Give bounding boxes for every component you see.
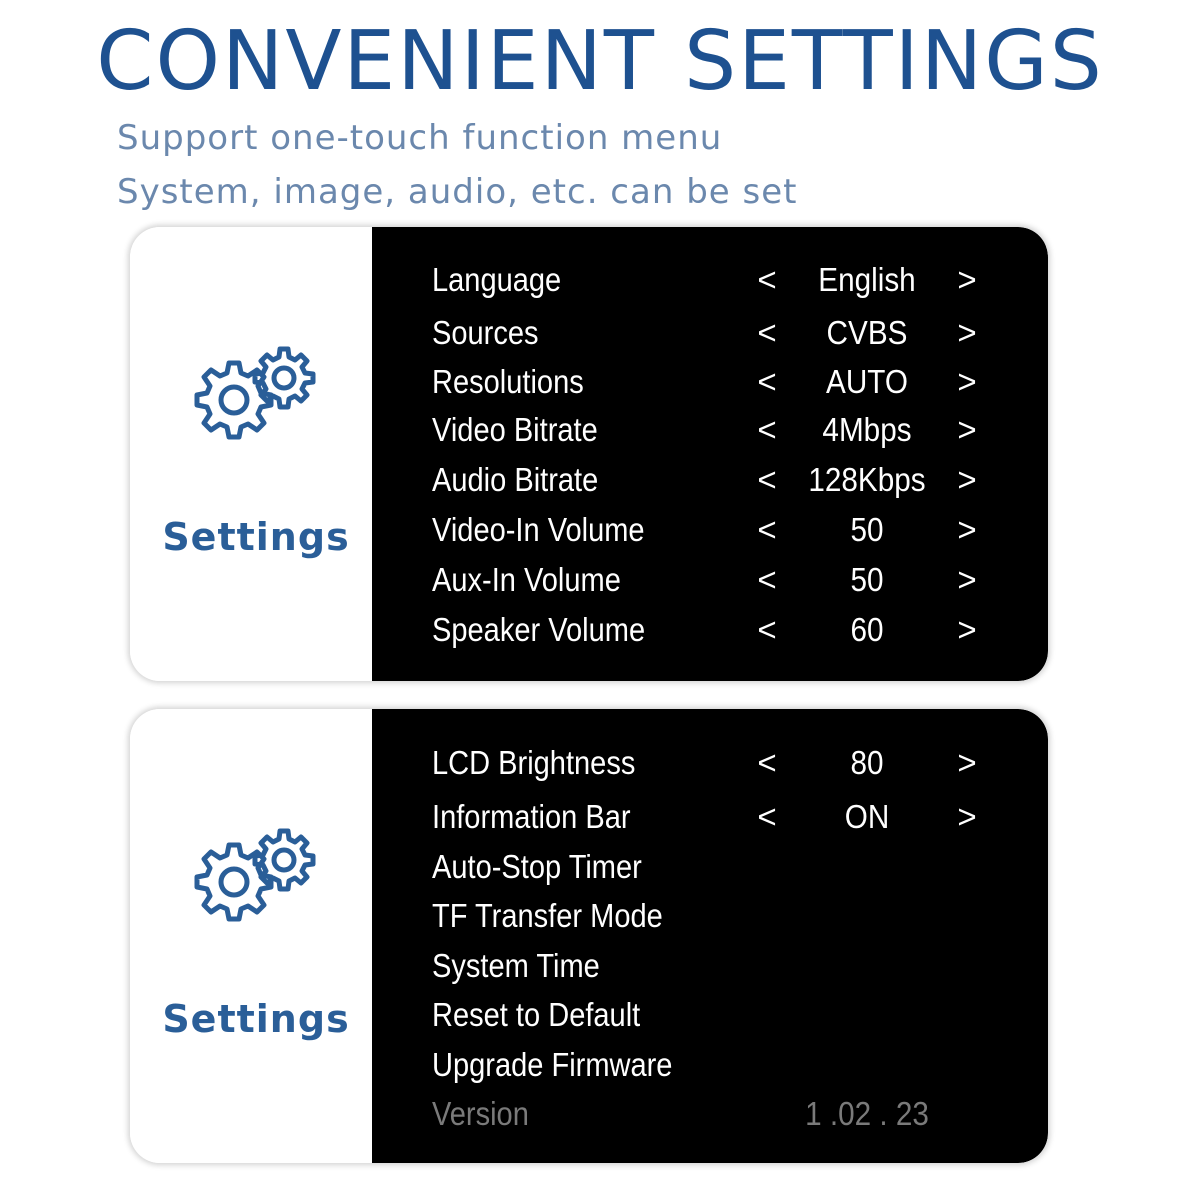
menu-row-system-time[interactable] <box>372 944 1048 988</box>
row-label: Aux-In Volume <box>432 561 621 598</box>
menu-row-aux-in-volume[interactable] <box>372 558 1048 602</box>
row-label: Sources <box>432 314 539 351</box>
prev-arrow-icon[interactable]: < <box>757 744 777 781</box>
row-value: 80 <box>850 744 884 781</box>
row-label: Language <box>432 261 562 298</box>
row-value: 4Mbps <box>822 411 912 448</box>
settings-sidebar <box>130 227 372 681</box>
menu-row-sources[interactable] <box>372 311 1048 355</box>
prev-arrow-icon[interactable]: < <box>757 261 777 298</box>
next-arrow-icon[interactable]: > <box>957 561 977 598</box>
menu-row-upgrade-firmware[interactable] <box>372 1043 1048 1087</box>
menu-row-auto-stop-timer[interactable] <box>372 845 1048 889</box>
settings-panel-1 <box>130 227 1048 681</box>
next-arrow-icon[interactable]: > <box>957 261 977 298</box>
menu-row-version <box>372 1092 1048 1136</box>
menu-row-lcd-brightness[interactable] <box>372 741 1048 785</box>
settings-label: Settings <box>162 515 350 559</box>
row-label: Version <box>432 1095 529 1132</box>
next-arrow-icon[interactable]: > <box>957 411 977 448</box>
row-label: Upgrade Firmware <box>432 1046 673 1083</box>
next-arrow-icon[interactable]: > <box>957 314 977 351</box>
row-label: Resolutions <box>432 363 584 400</box>
prev-arrow-icon[interactable]: < <box>757 511 777 548</box>
subtitle-line-2: System, image, audio, etc. can be set <box>117 172 798 212</box>
menu-row-tf-transfer-mode[interactable] <box>372 894 1048 938</box>
settings-menu-screen <box>372 709 1048 1163</box>
page-title: CONVENIENT SETTINGS <box>96 14 1104 109</box>
prev-arrow-icon[interactable]: < <box>757 363 777 400</box>
menu-row-video-in-volume[interactable] <box>372 508 1048 552</box>
menu-row-video-bitrate[interactable] <box>372 408 1048 452</box>
next-arrow-icon[interactable]: > <box>957 798 977 835</box>
settings-label: Settings <box>162 997 350 1041</box>
row-label: Speaker Volume <box>432 611 646 648</box>
prev-arrow-icon[interactable]: < <box>757 611 777 648</box>
row-label: Reset to Default <box>432 996 641 1033</box>
next-arrow-icon[interactable]: > <box>957 611 977 648</box>
menu-row-language[interactable] <box>372 258 1048 302</box>
prev-arrow-icon[interactable]: < <box>757 411 777 448</box>
settings-panel-2 <box>130 709 1048 1163</box>
prev-arrow-icon[interactable]: < <box>757 798 777 835</box>
settings-sidebar <box>130 709 372 1163</box>
gears-icon <box>182 827 322 947</box>
row-value: 50 <box>850 561 884 598</box>
gears-icon <box>182 345 322 465</box>
menu-row-information-bar[interactable] <box>372 795 1048 839</box>
settings-menu-screen <box>372 227 1048 681</box>
menu-row-reset-to-default[interactable] <box>372 993 1048 1037</box>
prev-arrow-icon[interactable]: < <box>757 461 777 498</box>
row-label: Auto-Stop Timer <box>432 848 642 885</box>
row-label: System Time <box>432 947 600 984</box>
version-value: 1 .02 . 23 <box>805 1095 929 1132</box>
next-arrow-icon[interactable]: > <box>957 744 977 781</box>
menu-row-audio-bitrate[interactable] <box>372 458 1048 502</box>
row-label: Video-In Volume <box>432 511 645 548</box>
row-label: Audio Bitrate <box>432 461 599 498</box>
prev-arrow-icon[interactable]: < <box>757 561 777 598</box>
row-value: AUTO <box>826 363 908 400</box>
next-arrow-icon[interactable]: > <box>957 461 977 498</box>
row-value: 60 <box>850 611 884 648</box>
row-value: 128Kbps <box>808 461 926 498</box>
menu-row-speaker-volume[interactable] <box>372 608 1048 652</box>
row-label: Video Bitrate <box>432 411 598 448</box>
prev-arrow-icon[interactable]: < <box>757 314 777 351</box>
row-value: English <box>818 261 916 298</box>
row-value: 50 <box>850 511 884 548</box>
subtitle-line-1: Support one-touch function menu <box>117 118 723 158</box>
next-arrow-icon[interactable]: > <box>957 363 977 400</box>
next-arrow-icon[interactable]: > <box>957 511 977 548</box>
row-label: LCD Brightness <box>432 744 636 781</box>
row-value: CVBS <box>826 314 908 351</box>
menu-row-resolutions[interactable] <box>372 360 1048 404</box>
row-value: ON <box>844 798 890 835</box>
row-label: TF Transfer Mode <box>432 897 663 934</box>
row-label: Information Bar <box>432 798 631 835</box>
